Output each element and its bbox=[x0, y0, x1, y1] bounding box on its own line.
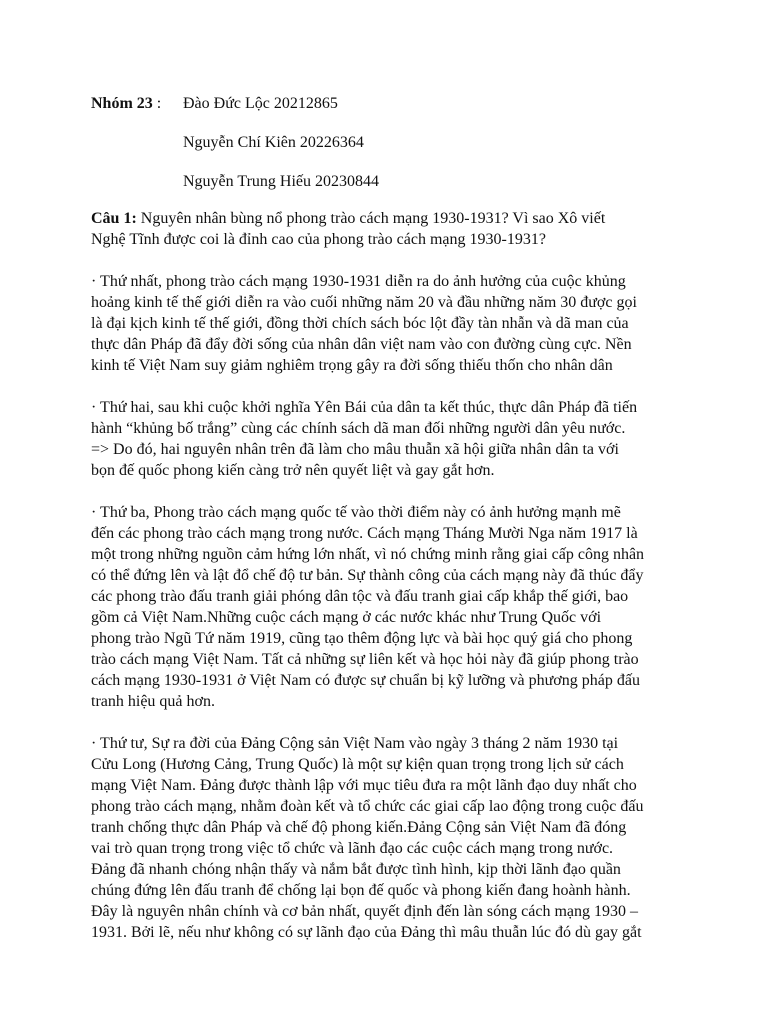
text-line: một trong những nguồn cảm hứng lớn nhất, vì nó chứng minh rằng giai cấp công nhân bbox=[91, 546, 645, 563]
text-line: · Thứ ba, Phong trào cách mạng quốc tế vào thời điểm này có ảnh hưởng mạnh mẽ bbox=[91, 504, 621, 521]
text-line: 1931. Bởi lẽ, nếu như không có sự lãnh đạo của Đảng thì mâu thuẫn lúc đó dù gay gắt bbox=[91, 924, 642, 941]
text-line: · Thứ hai, sau khi cuộc khởi nghĩa Yên Bái của dân ta kết thúc, thực dân Pháp đã tiến bbox=[91, 399, 638, 416]
text-line: hành “khủng bố trắng” cùng các chính sách dã man đối những người dân yêu nước. bbox=[91, 420, 626, 437]
text-line: đến các phong trào cách mạng trong nước. Cách mạng Tháng Mười Nga năm 1917 là bbox=[91, 525, 638, 542]
text-line: · Thứ tư, Sự ra đời của Đảng Cộng sản Việt Nam vào ngày 3 tháng 2 năm 1930 tại bbox=[91, 735, 619, 752]
text-line: các phong trào đấu tranh giải phóng dân tộc và đấu tranh giai cấp khắp thế giới, bao bbox=[91, 588, 629, 605]
text-line: vai trò quan trọng trong việc tổ chức và lãnh đạo các cuộc cách mạng trong nước. bbox=[91, 840, 614, 857]
text-line: Cửu Long (Hương Cảng, Trung Quốc) là một sự kiện quan trọng trong lịch sử cách bbox=[91, 756, 624, 773]
question-label: Câu 1: bbox=[91, 210, 137, 227]
question-text: Nguyên nhân bùng nổ phong trào cách mạng 1930-1931? Vì sao Xô viết bbox=[136, 210, 606, 227]
text-line: bọn đế quốc phong kiến càng trở nên quyết liệt và gay gắt hơn. bbox=[91, 462, 495, 479]
text-line: trào cách mạng Việt Nam. Tất cả những sự liên kết và học hỏi này đã giúp phong trào bbox=[91, 651, 639, 668]
paragraph-2 bbox=[91, 397, 681, 481]
question bbox=[91, 208, 681, 250]
text-line: kinh tế Việt Nam suy giảm nghiêm trọng gây ra đời sống thiếu thốn cho nhân dân bbox=[91, 357, 613, 374]
text-line: · Thứ nhất, phong trào cách mạng 1930-1931 diễn ra do ảnh hưởng của cuộc khủng bbox=[91, 273, 626, 290]
member-name: Đào Đức Lộc 20212865 bbox=[183, 95, 338, 112]
paragraph-1 bbox=[91, 271, 681, 376]
text-line: phong trào cách mạng, nhằm đoàn kết và tổ chức các giai cấp lao động trong cuộc đấu bbox=[91, 798, 644, 815]
paragraph-4 bbox=[91, 733, 681, 943]
text-line: hoảng kinh tế thế giới diễn ra vào cuối những năm 20 và đầu những năm 30 được gọi bbox=[91, 294, 637, 311]
group-label: Nhóm 23 bbox=[91, 95, 153, 112]
document-body bbox=[91, 208, 681, 964]
group-separator: : bbox=[152, 95, 162, 112]
text-line: cách mạng 1930-1931 ở Việt Nam có được sự chuẩn bị kỹ lưỡng và phương pháp đấu bbox=[91, 672, 640, 689]
group-label-wrap bbox=[91, 92, 161, 116]
text-line: thực dân Pháp đã đẩy đời sống của nhân dân việt nam vào con đường cùng cực. Nền bbox=[91, 336, 632, 353]
group-header bbox=[91, 92, 691, 209]
text-line: phong trào Ngũ Tứ năm 1919, cũng tạo thêm động lực và bài học quý giá cho phong bbox=[91, 630, 633, 647]
text-line: => Do đó, hai nguyên nhân trên đã làm cho mâu thuẫn xã hội giữa nhân dân ta với bbox=[91, 441, 619, 458]
header-row-2 bbox=[91, 131, 691, 170]
text-line: chúng đứng lên đấu tranh để chống lại bọn đế quốc và phong kiến đang hoành hành. bbox=[91, 882, 631, 899]
text-line: Đây là nguyên nhân chính và cơ bản nhất, quyết định đến làn sóng cách mạng 1930 – bbox=[91, 903, 638, 920]
member-name: Nguyễn Chí Kiên 20226364 bbox=[183, 134, 364, 151]
text-line: tranh hiệu quả hơn. bbox=[91, 693, 215, 710]
text-line: mạng Việt Nam. Đảng được thành lập với mục tiêu đưa ra một lãnh đạo duy nhất cho bbox=[91, 777, 637, 794]
text-line: có thể đứng lên và lật đổ chế độ tư bản. Sự thành công của cách mạng này đã thúc đẩy bbox=[91, 567, 644, 584]
header-row-1 bbox=[91, 92, 691, 131]
text-line: Đảng đã nhanh chóng nhận thấy và nắm bắt được tình hình, kịp thời lãnh đạo quần bbox=[91, 861, 621, 878]
text-line: là đại kịch kinh tế thế giới, đồng thời chích sách bóc lột đầy tàn nhẫn và dã man của bbox=[91, 315, 629, 332]
text-line: gồm cả Việt Nam.Những cuộc cách mạng ở các nước khác như Trung Quốc với bbox=[91, 609, 602, 626]
member-name: Nguyễn Trung Hiếu 20230844 bbox=[183, 173, 380, 190]
question-line: Nghệ Tĩnh được coi là đỉnh cao của phong trào cách mạng 1930-1931? bbox=[91, 231, 546, 248]
question-line bbox=[91, 208, 681, 229]
paragraph-3 bbox=[91, 502, 681, 712]
header-row-3 bbox=[91, 170, 691, 209]
text-line: tranh chống thực dân Pháp và chế độ phong kiến.Đảng Cộng sản Việt Nam đã đóng bbox=[91, 819, 627, 836]
